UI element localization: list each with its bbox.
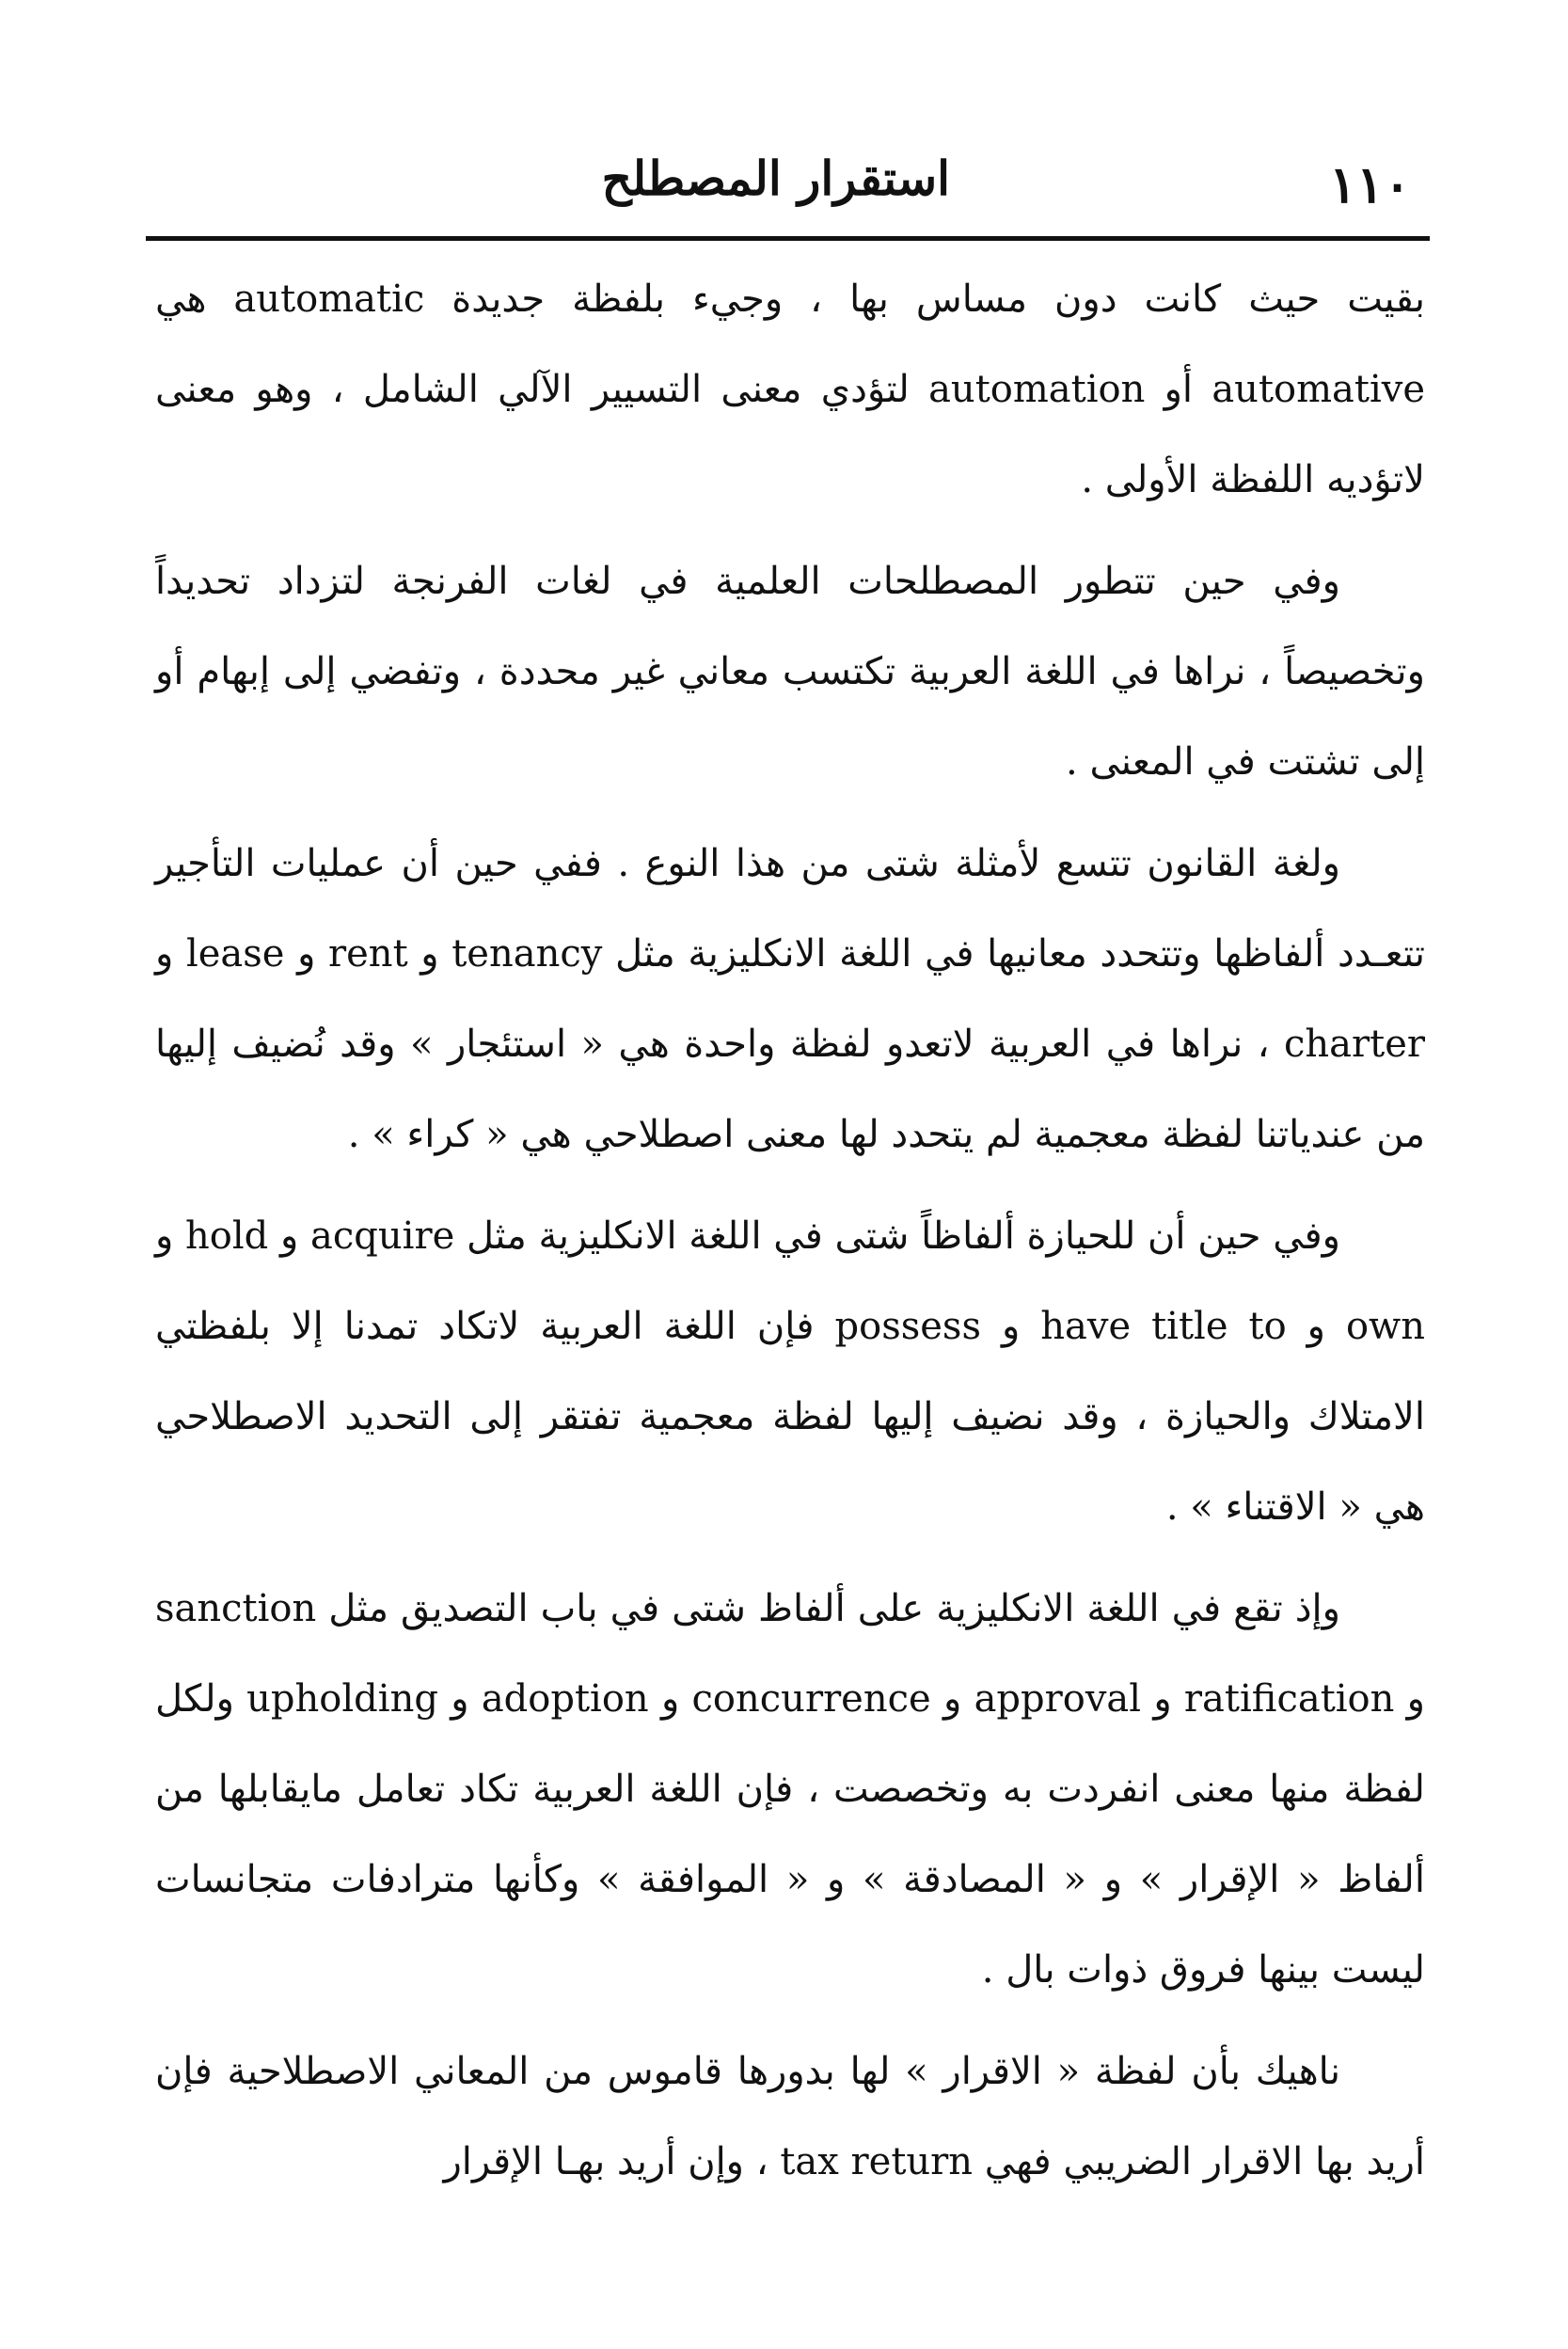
paragraph-1: بقيت حيث كانت دون مساس بها ، وجيء بلفظة جديدة automatic هي automative أو automation لتؤدي معنى التسيير الآلي الشامل ، وهو معنى لاتؤديه اللفظة الأولى . (155, 278, 1426, 501)
page-number: ١١٠ (1328, 154, 1411, 214)
header-rule (146, 236, 1430, 241)
page-header (150, 141, 1430, 226)
paragraph-4: وفي حين أن للحيازة ألفاظاً شتى في اللغة الانكليزية مثل acquire و hold و own و have title to و possess فإن اللغة العربية لاتكاد تمدنا إلا بلفظتي الامتلاك والحيازة ، وقد نضيف إليها لفظة معجمية تفتقر إلى التحديد الاصطلاحي هي « الاقتناء » . (155, 1214, 1426, 1529)
running-title: استقرار المصطلح (601, 151, 950, 206)
paragraph-3: ولغة القانون تتسع لأمثلة شتى من هذا النوع . ففي حين أن عمليات التأجير تتعـدد ألفاظها وتتحدد معانيها في اللغة الانكليزية مثل tenancy و rent و lease و charter ، نراها في العربية لاتعدو لفظة واحدة هي « استئجار » وقد نُضيف إليها من عندياتنا لفظة معجمية لم يتحدد لها معنى اصطلاحي هي « كراء » . (155, 842, 1426, 1156)
paragraph-6: ناهيك بأن لفظة « الاقرار » لها بدورها قاموس من المعاني الاصطلاحية فإن أريد بها الاقرار الضريبي فهي tax return ، وإن أريد بهـا الإقرار (155, 2050, 1425, 2183)
paragraph-5: وإذ تقع في اللغة الانكليزية على ألفاظ شتى في باب التصديق مثل sanction و ratification و approval و concurrence و adoption و upholding ولكل لفظة منها معنى انفردت به وتخصصت ، فإن اللغة العربية تكاد تعامل مايقابلها من ألفاظ « الإقرار » و « المصادقة » و « الموافقة » وكأنها مترادفات متجانسات ليست بينها فروق ذوات بال . (155, 1587, 1425, 1992)
body-text (155, 254, 1425, 2207)
paragraph-2: وفي حين تتطور المصطلحات العلمية في لغات الفرنجة لتزداد تحديداً وتخصيصاً ، نراها في اللغة العربية تكتسب معاني غير محددة ، وتفضي إلى إبهام أو إلى تشتت في المعنى . (155, 560, 1425, 784)
